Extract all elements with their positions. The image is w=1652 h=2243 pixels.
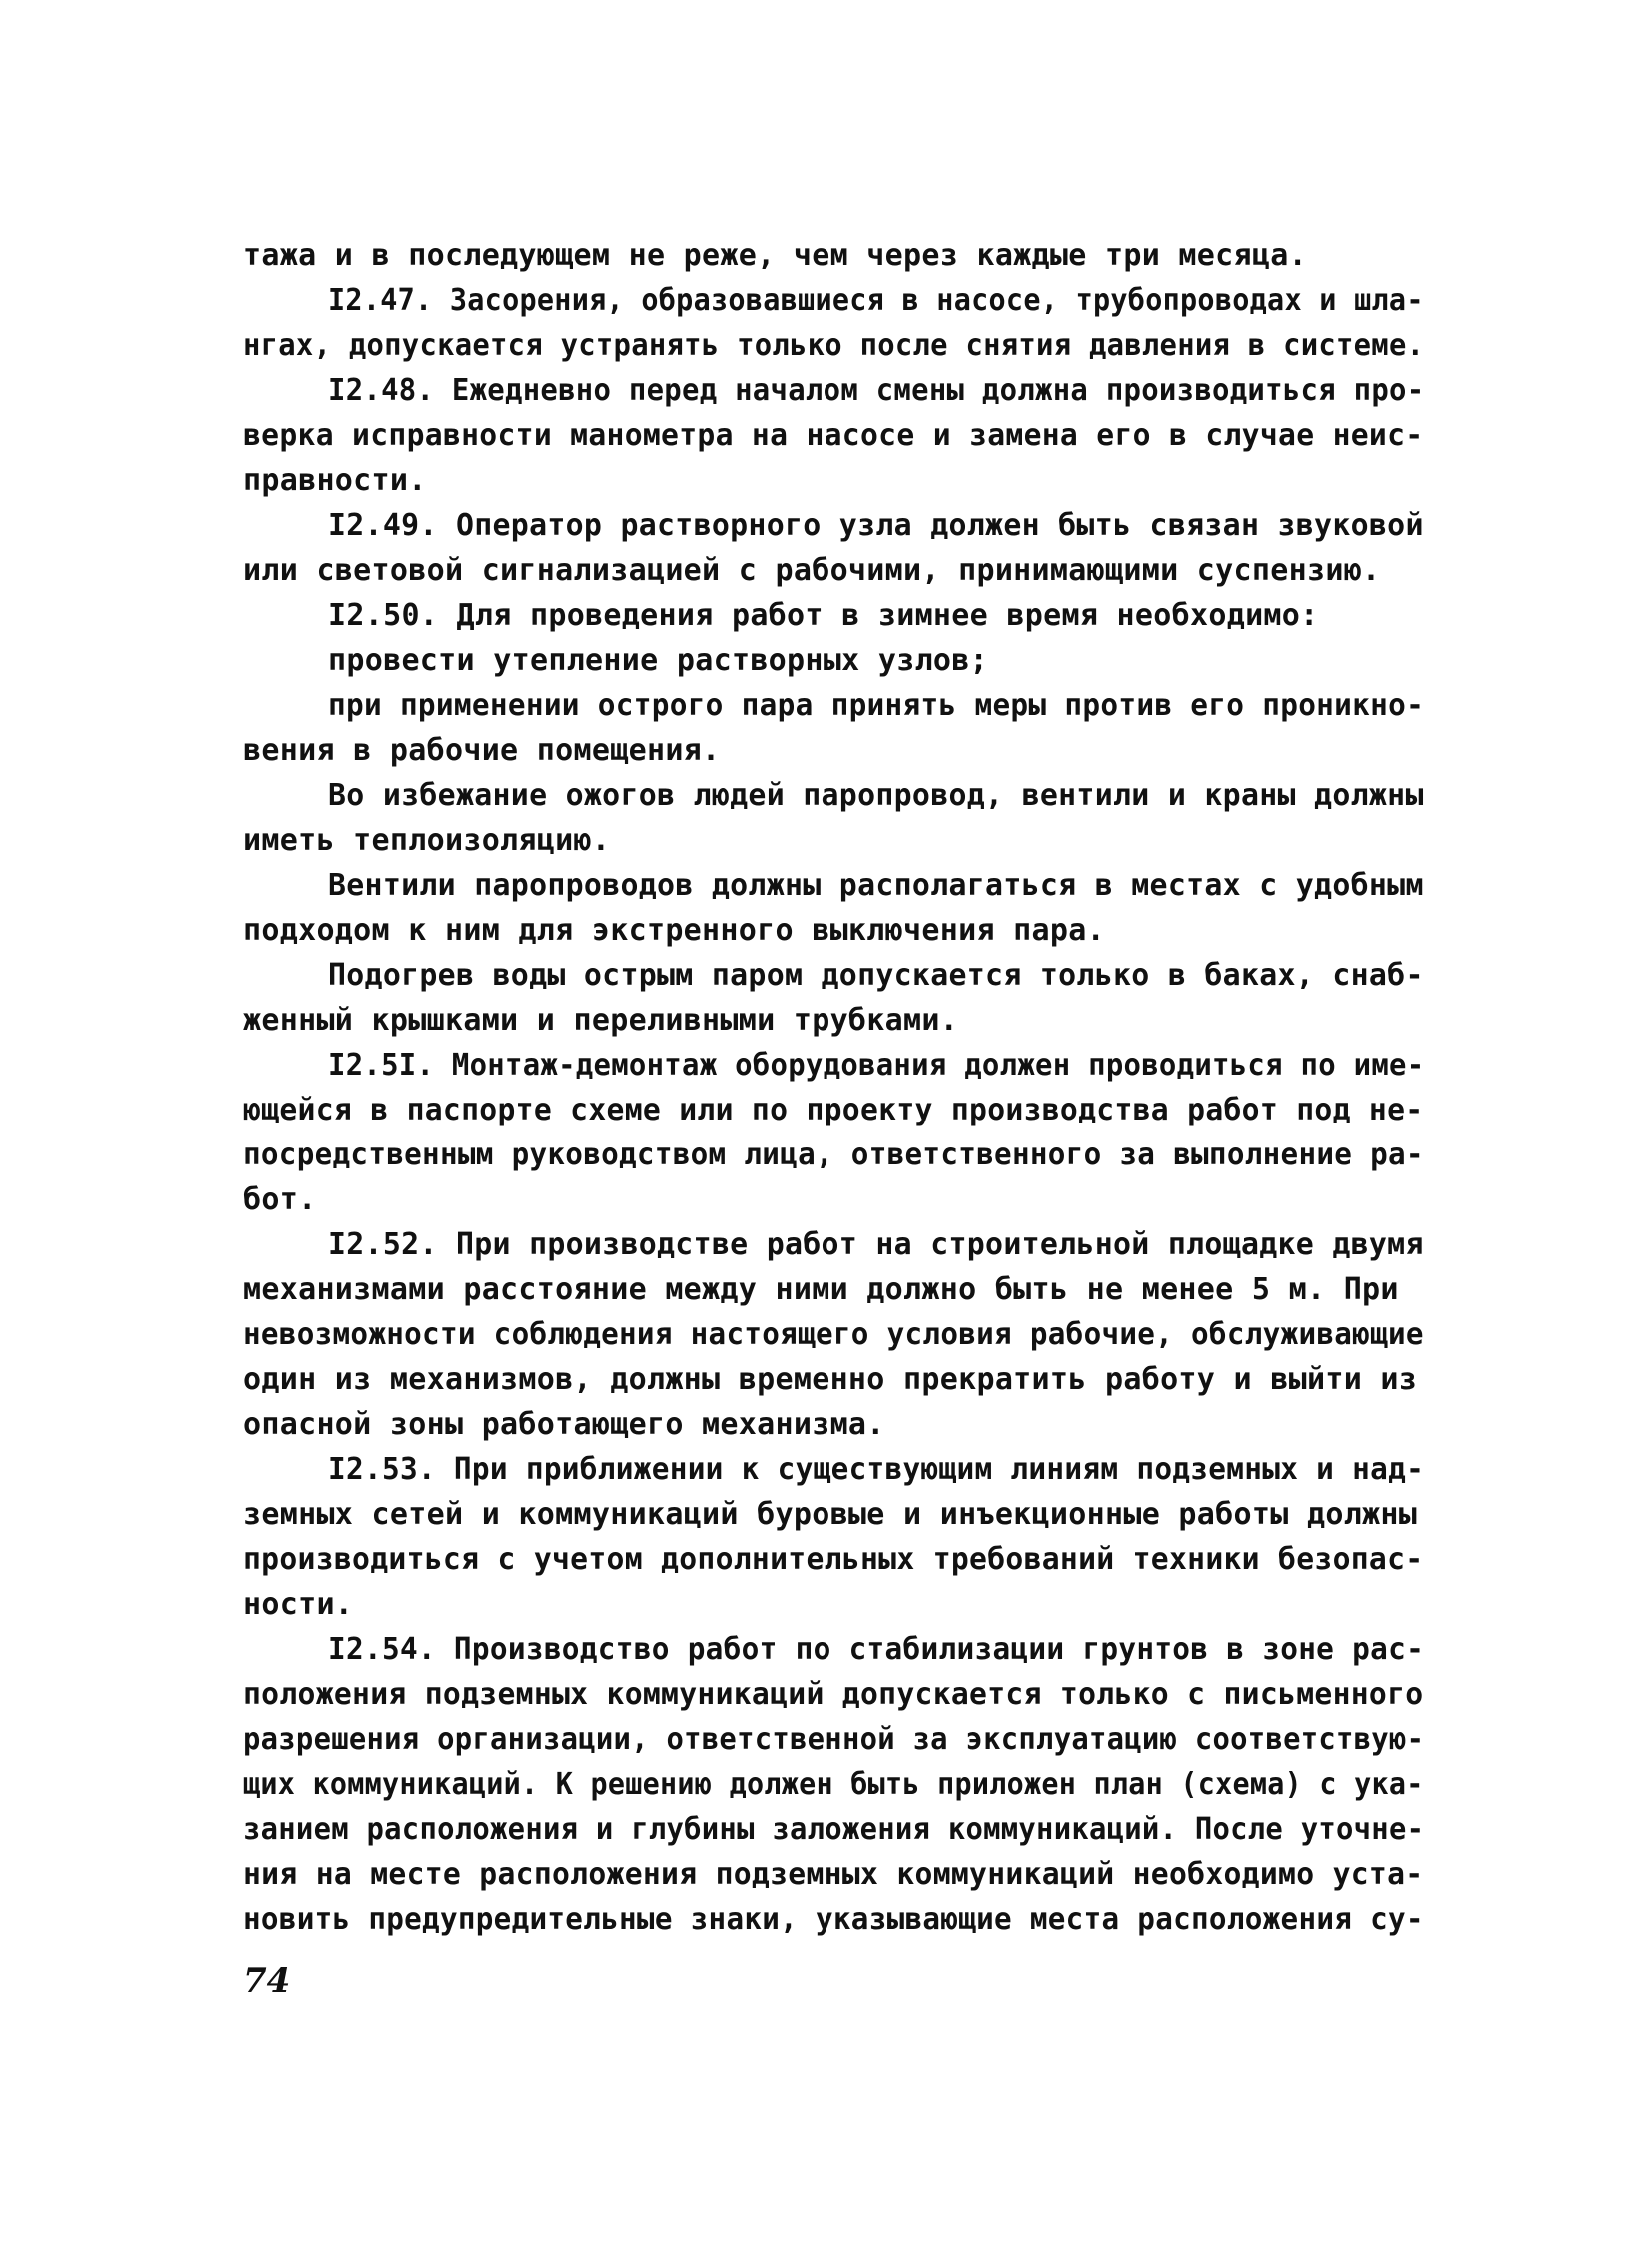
page-number: 74 (243, 1961, 291, 2001)
text-line: разрешения организации, ответственной за эксплуатацию соответствую- (243, 1722, 1425, 1757)
text-line: один из механизмов, должны временно прекратить работу и выйти из (243, 1362, 1418, 1397)
text-line: I2.53. При приближении к существующим линиям подземных и над- (328, 1452, 1425, 1487)
text-line: новить предупредительные знаки, указывающие места расположения су- (243, 1902, 1424, 1937)
text-line: нгах, допускается устранять только после снятия давления в системе. (243, 328, 1425, 363)
text-line: правности. (243, 463, 427, 498)
text-line: I2.50. Для проведения работ в зимнее время необходимо: (328, 598, 1319, 633)
text-line: ности. (243, 1587, 354, 1622)
text-line: опасной зоны работающего механизма. (243, 1407, 885, 1442)
text-line: женный крышками и переливными трубками. (243, 1003, 959, 1038)
text-line: провести утепление растворных узлов; (328, 643, 989, 678)
text-line: I2.48. Ежедневно перед началом смены должна производиться про- (328, 373, 1425, 408)
text-line: Вентили паропроводов должны располагаться в местах с удобным (328, 868, 1424, 903)
text-line: земных сетей и коммуникаций буровые и инъекционные работы должны (243, 1497, 1418, 1532)
text-line: Подогрев воды острым паром допускается только в баках, снаб- (328, 958, 1424, 993)
text-line: подходом к ним для экстренного выключения пара. (243, 913, 1105, 948)
text-line: или световой сигнализацией с рабочими, принимающими суспензию. (243, 553, 1381, 588)
text-line: ющейся в паспорте схеме или по проекту производства работ под не- (243, 1093, 1424, 1127)
text-line: I2.49. Оператор растворного узла должен быть связан звуковой (328, 508, 1424, 543)
text-line: Во избежание ожогов людей паропровод, вентили и краны должны (328, 778, 1424, 813)
text-line: верка исправности манометра на насосе и замена его в случае неис- (243, 418, 1424, 453)
text-line: ния на месте расположения подземных коммуникаций необходимо уста- (243, 1857, 1424, 1892)
text-line: иметь теплоизоляцию. (243, 823, 611, 858)
text-line: вения в рабочие помещения. (243, 733, 721, 768)
text-line: I2.5I. Монтаж-демонтаж оборудования должен проводиться по име- (328, 1048, 1425, 1083)
text-line: невозможности соблюдения настоящего условия рабочие, обслуживающие (243, 1317, 1424, 1352)
text-line: бот. (243, 1182, 317, 1217)
text-line: занием расположения и глубины заложения коммуникаций. После уточне- (243, 1812, 1425, 1847)
text-line: щих коммуникаций. К решению должен быть приложен план (схема) с ука- (243, 1767, 1424, 1802)
text-line: при применении острого пара принять меры против его проникно- (328, 688, 1425, 723)
text-line: I2.54. Производство работ по стабилизации грунтов в зоне рас- (328, 1632, 1425, 1667)
text-line: тажа и в последующем не реже, чем через каждые три месяца. (243, 238, 1307, 273)
text-line: I2.47. Засорения, образовавшиеся в насосе, трубопроводах и шла- (328, 283, 1424, 318)
text-line: посредственным руководством лица, ответственного за выполнение ра- (243, 1137, 1424, 1172)
text-line: положения подземных коммуникаций допускается только с письменного (243, 1677, 1424, 1712)
text-line: производиться с учетом дополнительных требований техники безопас- (243, 1542, 1424, 1577)
text-line: I2.52. При производстве работ на строительной площадке двумя (328, 1227, 1424, 1262)
text-line: механизмами расстояние между ними должно быть не менее 5 м. При (243, 1272, 1399, 1307)
